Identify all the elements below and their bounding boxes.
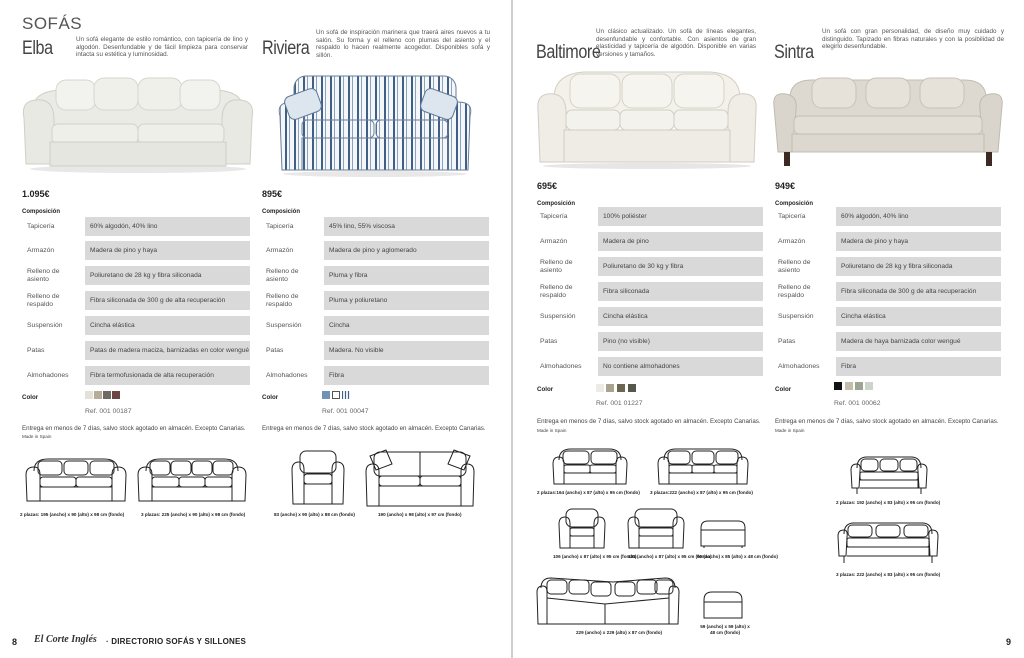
price-elba: 1.095€ — [22, 189, 50, 199]
line-drawing-sintra-2-seater — [849, 454, 929, 496]
brand-logo: El Corte Inglés — [34, 634, 97, 645]
spec-value: 60% algodón, 40% lino — [85, 217, 250, 236]
spec-key: Patas — [27, 346, 45, 354]
spec-value: Madera de pino y haya — [85, 241, 250, 260]
spec-row-legs — [775, 332, 1001, 351]
delivery-note-baltimore: Entrega en menos de 7 días, salvo stock agotado en almacén. Excepto Canarias. — [537, 418, 761, 425]
spec-row-cushions — [775, 357, 1001, 376]
spec-row-upholstery — [537, 207, 763, 226]
spec-row-cushions — [263, 366, 489, 385]
dimension-caption: 3 plazas: 222 (ancho) x 83 (alto) x 95 cm (fondo) — [836, 572, 941, 577]
delivery-note-elba: Entrega en menos de 7 días, salvo stock agotado en almacén. Excepto Canarias. — [22, 425, 246, 432]
spec-value: Fibra siliconada — [598, 282, 763, 301]
spec-key: Suspensión — [540, 312, 576, 320]
color-swatch[interactable] — [332, 391, 340, 399]
composition-label-riviera: Composición — [262, 209, 301, 215]
spec-row-cushions — [537, 357, 763, 376]
color-label-sintra: Color — [775, 386, 792, 393]
line-drawing-baltimore-armchair — [557, 506, 607, 552]
line-drawing-riviera-sofa — [364, 448, 476, 510]
price-riviera: 895€ — [262, 189, 283, 199]
spec-key: Relleno de asiento — [27, 267, 60, 283]
spec-value: Poliuretano de 28 kg y fibra siliconada — [836, 257, 1001, 276]
section-title: SOFÁS — [22, 14, 83, 33]
spec-key: Tapicería — [27, 222, 55, 230]
reference-elba: Ref. 001 00187 — [85, 408, 132, 415]
line-drawing-riviera-armchair — [290, 448, 346, 508]
directory-title: · DIRECTORIO SOFÁS Y SILLONES — [106, 637, 247, 646]
price-baltimore: 695€ — [537, 181, 558, 191]
spec-key: Armazón — [266, 246, 294, 254]
spec-key: Almohadones — [266, 371, 308, 379]
spec-key: Relleno de respaldo — [540, 283, 573, 299]
spec-value: Cincha elástica — [85, 316, 250, 335]
color-label-elba: Color — [22, 394, 39, 401]
color-swatch[interactable] — [103, 391, 111, 399]
color-swatch[interactable] — [865, 382, 873, 390]
color-label-baltimore: Color — [537, 386, 554, 393]
spec-row-back-filling — [537, 282, 763, 301]
dimension-caption: 3 plazas:222 (ancho) x 87 (alto) x 95 cm (fondo) — [650, 490, 753, 495]
page-number-left: 8 — [12, 637, 18, 647]
color-swatch[interactable] — [628, 384, 636, 392]
spec-row-legs — [537, 332, 763, 351]
line-drawing-sintra-3-seater — [836, 520, 940, 566]
spec-key: Suspensión — [266, 321, 302, 329]
composition-label-elba: Composición — [22, 209, 61, 215]
spec-row-seat-filling — [775, 257, 1001, 276]
spec-value: Poliuretano de 28 kg y fibra siliconada — [85, 266, 250, 285]
spec-row-seat-filling — [24, 266, 250, 285]
product-description-sintra: Un sofá con gran personalidad, de diseño muy cuidado y distinguido. Tapizado en fibras naturales y con la posibilidad de elegirlo desenfundable. — [822, 28, 1004, 51]
dimension-caption: 135 (ancho) x 87 (alto) x 95 cm (fondo) — [628, 554, 712, 559]
spec-key: Tapicería — [778, 212, 806, 220]
spec-row-back-filling — [24, 291, 250, 310]
dimension-caption: 59 (ancho) x 59 (alto) x 48 cm (fondo) — [700, 624, 750, 635]
reference-riviera: Ref. 001 00047 — [322, 408, 369, 415]
dimension-caption: 106 (ancho) x 87 (alto) x 95 cm (fondo) — [553, 554, 637, 559]
line-drawing-baltimore-loveseat — [626, 506, 686, 552]
spec-row-back-filling — [263, 291, 489, 310]
spec-value: Fibra termofusionada de alta recuperación — [85, 366, 250, 385]
spec-key: Armazón — [540, 237, 568, 245]
dimension-caption: 2 plazas: 192 (ancho) x 83 (alto) x 95 cm (fondo) — [836, 500, 941, 505]
reference-sintra: Ref. 001 00062 — [834, 400, 881, 407]
color-swatch[interactable] — [855, 382, 863, 390]
line-drawing-baltimore-3-seater — [656, 446, 750, 488]
spec-key: Tapicería — [540, 212, 568, 220]
spec-value: Fibra — [324, 366, 489, 385]
dimension-caption: 60 (ancho) x 85 (alto) x 48 cm (fondo) — [697, 554, 778, 559]
page-number-right: 9 — [1006, 637, 1012, 647]
made-in-spain-elba: Made in Spain — [22, 434, 52, 439]
spec-row-upholstery — [24, 217, 250, 236]
dimension-caption: 3 plazas: 225 (ancho) x 90 (alto) x 98 cm (fondo) — [141, 512, 246, 517]
line-drawing-baltimore-corner — [535, 574, 681, 628]
spec-row-back-filling — [775, 282, 1001, 301]
spec-row-cushions — [24, 366, 250, 385]
spec-row-seat-filling — [537, 257, 763, 276]
line-drawing-elba-3-seater — [136, 455, 248, 507]
spec-value: Cincha — [324, 316, 489, 335]
color-swatch[interactable] — [94, 391, 102, 399]
spec-key: Patas — [266, 346, 284, 354]
spec-row-frame — [24, 241, 250, 260]
spec-value: Poliuretano de 30 kg y fibra — [598, 257, 763, 276]
spec-key: Relleno de respaldo — [778, 283, 811, 299]
spec-value: Fibra — [836, 357, 1001, 376]
product-name-elba: Elba — [22, 38, 53, 59]
composition-label-baltimore: Composición — [537, 201, 576, 207]
color-swatch[interactable] — [617, 384, 625, 392]
spec-row-suspension — [537, 307, 763, 326]
spec-key: Patas — [540, 337, 558, 345]
price-sintra: 949€ — [775, 181, 796, 191]
spec-value: Pino (no visible) — [598, 332, 763, 351]
product-name-sintra: Sintra — [774, 42, 814, 63]
spec-row-legs — [263, 341, 489, 360]
line-drawing-baltimore-pouf — [700, 588, 746, 622]
spec-value: Madera de pino y haya — [836, 232, 1001, 251]
spec-key: Armazón — [27, 246, 55, 254]
dimension-caption: 2 plazas:164 (ancho) x 87 (alto) x 95 cm (fondo) — [537, 490, 640, 495]
color-swatch[interactable] — [845, 382, 853, 390]
delivery-note-riviera: Entrega en menos de 7 días, salvo stock agotado en almacén. Excepto Canarias. — [262, 425, 486, 432]
line-drawing-elba-2-seater — [24, 455, 128, 507]
spec-key: Almohadones — [778, 362, 820, 370]
spec-key: Relleno de respaldo — [27, 292, 60, 308]
dimension-caption: 83 (ancho) x 90 (alto) x 88 cm (fondo) — [274, 512, 355, 517]
spec-value: 45% lino, 55% viscosa — [324, 217, 489, 236]
product-description-riviera: Un sofá de inspiración marinera que traerá aires nuevos a tu salón. Su forma y el relleno con plumas del asiento y el respaldo lo hacen realmente acogedor. Disponibles sofá y sillón. — [316, 29, 490, 59]
product-description-baltimore: Un clásico actualizado. Un sofá de líneas elegantes, desenfundable y confortable. Con asientos de gran elasticidad y tapicería de algodón. Disponible en varias versiones y tamaños. — [596, 28, 756, 58]
spec-key: Relleno de asiento — [540, 258, 573, 274]
color-swatch[interactable] — [606, 384, 614, 392]
spec-key: Suspensión — [778, 312, 814, 320]
spec-key: Relleno de asiento — [778, 258, 811, 274]
spec-key: Almohadones — [540, 362, 582, 370]
color-swatch[interactable] — [85, 391, 93, 399]
spec-row-upholstery — [775, 207, 1001, 226]
dimension-caption: 2 plazas: 195 (ancho) x 90 (alto) x 98 cm (fondo) — [20, 512, 125, 517]
spec-key: Suspensión — [27, 321, 63, 329]
delivery-note-sintra: Entrega en menos de 7 días, salvo stock agotado en almacén. Excepto Canarias. — [775, 418, 999, 425]
spec-value: 100% poliéster — [598, 207, 763, 226]
dimension-caption: 190 (ancho) x 98 (alto) x 97 cm (fondo) — [378, 512, 462, 517]
spec-value: Madera de pino — [598, 232, 763, 251]
spec-value: 60% algodón, 40% lino — [836, 207, 1001, 226]
spec-value: Cincha elástica — [598, 307, 763, 326]
color-label-riviera: Color — [262, 394, 279, 401]
spec-value: No contiene almohadones — [598, 357, 763, 376]
spec-row-frame — [263, 241, 489, 260]
spec-value: Madera de haya barnizada color wengué — [836, 332, 1001, 351]
product-description-elba: Un sofá elegante de estilo romántico, con tapicería de lino y algodón. Desenfundable y de fácil limpieza para conservar intacta su estética y luminosidad. — [76, 36, 248, 59]
color-swatch[interactable] — [834, 382, 842, 390]
spec-key: Relleno de asiento — [266, 267, 299, 283]
spec-key: Armazón — [778, 237, 806, 245]
product-name-baltimore: Baltimore — [536, 42, 601, 63]
line-drawing-baltimore-ottoman — [698, 518, 748, 550]
spec-key: Patas — [778, 337, 796, 345]
sofa-photo-riviera — [276, 72, 474, 178]
line-drawing-baltimore-2-seater — [551, 446, 629, 488]
reference-baltimore: Ref. 001 01227 — [596, 400, 643, 407]
made-in-spain-baltimore: Made in Spain — [537, 428, 567, 433]
spec-value: Madera de pino y aglomerado — [324, 241, 489, 260]
spec-key: Tapicería — [266, 222, 294, 230]
spec-row-frame — [537, 232, 763, 251]
spec-value: Patas de madera maciza, barnizadas en color wengué — [85, 341, 250, 360]
spec-row-upholstery — [263, 217, 489, 236]
spec-row-suspension — [775, 307, 1001, 326]
spec-key: Almohadones — [27, 371, 69, 379]
dimension-caption: 229 (ancho) x 229 (alto) x 87 cm (fondo) — [576, 630, 663, 635]
color-swatch[interactable] — [112, 391, 120, 399]
spec-value: Cincha elástica — [836, 307, 1001, 326]
spec-value: Madera. No visible — [324, 341, 489, 360]
product-name-riviera: Riviera — [262, 38, 310, 59]
spec-row-legs — [24, 341, 250, 360]
spec-row-frame — [775, 232, 1001, 251]
spec-value: Fibra siliconada de 300 g de alta recuperación — [836, 282, 1001, 301]
sofa-photo-baltimore — [534, 66, 760, 170]
sofa-photo-elba — [20, 72, 256, 174]
spec-row-seat-filling — [263, 266, 489, 285]
color-swatch[interactable] — [596, 384, 604, 392]
spec-value: Pluma y fibra — [324, 266, 489, 285]
spec-row-suspension — [263, 316, 489, 335]
spec-value: Fibra siliconada de 300 g de alta recuperación — [85, 291, 250, 310]
color-swatch[interactable] — [322, 391, 330, 399]
made-in-spain-sintra: Made in Spain — [775, 428, 805, 433]
spec-key: Relleno de respaldo — [266, 292, 299, 308]
spec-value: Pluma y poliuretano — [324, 291, 489, 310]
color-swatch[interactable] — [342, 391, 350, 399]
page-spine — [511, 0, 513, 658]
spec-row-suspension — [24, 316, 250, 335]
sofa-photo-sintra — [772, 72, 1004, 168]
composition-label-sintra: Composición — [775, 201, 814, 207]
